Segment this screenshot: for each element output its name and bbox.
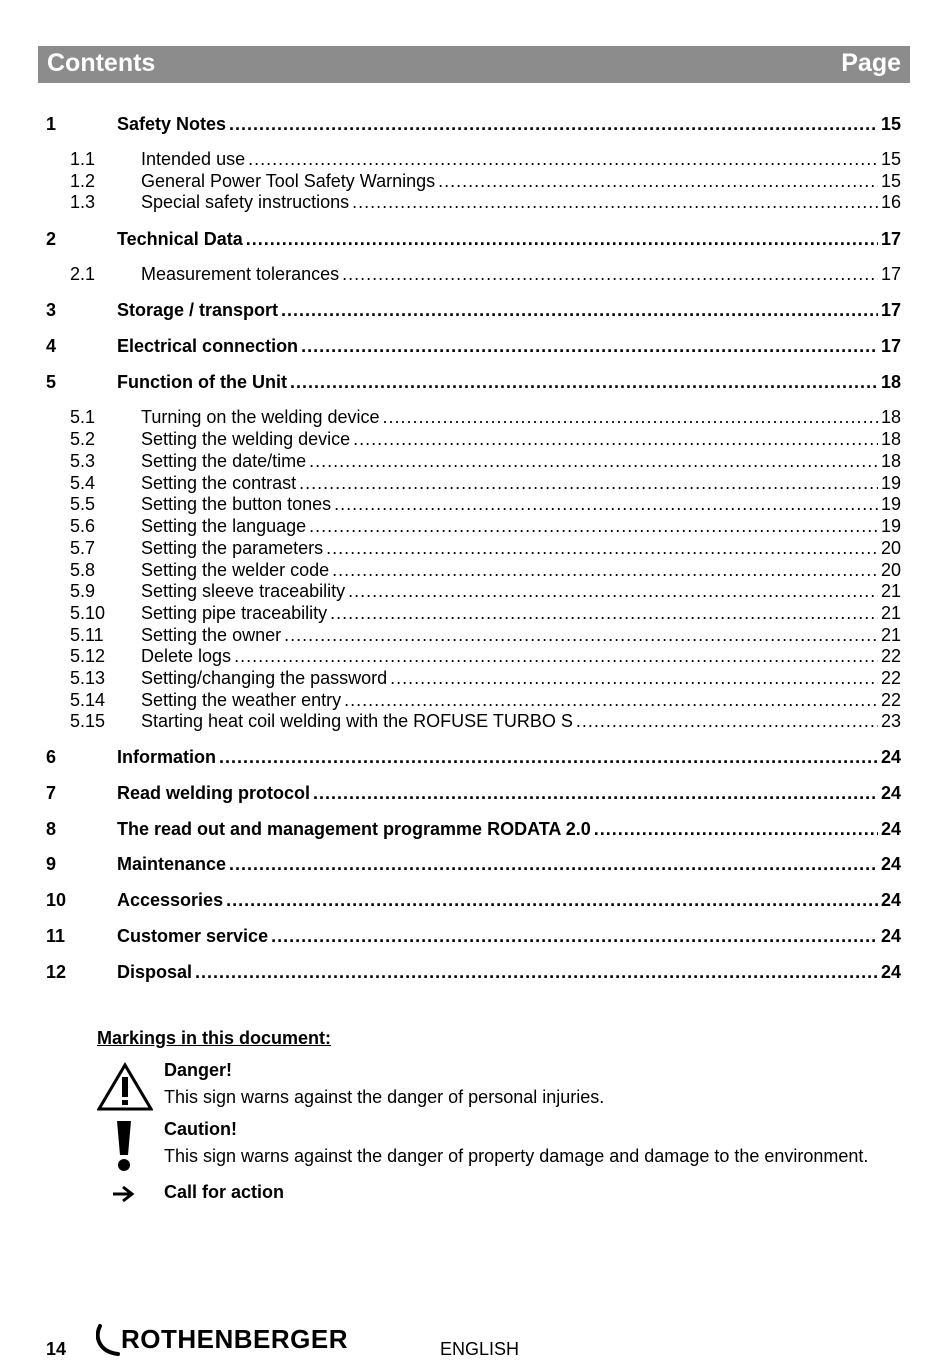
toc-entry-page: 24 [880,854,901,874]
toc-entry-page: 16 [880,192,901,212]
toc-entry-page: 22 [880,646,901,666]
toc-dot-leader [271,925,878,947]
toc-dot-leader [326,537,878,559]
footer-language: ENGLISH [440,1339,520,1359]
toc-entry-page: 18 [880,407,901,427]
toc-entry-number: 11 [46,926,66,946]
toc-entry [46,889,901,911]
toc-entry-line [117,228,901,250]
toc-entry [46,853,901,875]
toc-entry-number: 5.10 [70,603,106,623]
toc-entry-title: Setting the welder code [141,560,330,580]
toc-dot-leader [313,782,878,804]
toc-entry-title: Setting the owner [141,625,282,645]
toc-dot-leader [229,853,878,875]
toc-entry-line [117,889,901,911]
toc-entry-title: Setting the weather entry [141,690,342,710]
toc-entry-line [141,148,901,170]
toc-dot-leader [352,191,878,213]
toc-dot-leader [299,472,878,494]
toc-entry-title: Setting/changing the password [141,668,388,688]
toc-entry [46,406,901,428]
toc-dot-leader [219,746,878,768]
toc-entry-page: 23 [880,711,901,731]
toc-entry-number: 5.8 [70,560,96,580]
toc-entry-number: 5.11 [70,625,104,645]
warning-triangle-icon [97,1062,153,1117]
toc-entry [46,710,901,732]
toc-entry [46,228,901,250]
toc-entry-line [141,191,901,213]
toc-entry-line [117,299,901,321]
toc-entry-page: 17 [880,229,901,249]
toc-entry-line [117,335,901,357]
toc-entry-title: Maintenance [117,854,227,874]
toc-entry-title: Setting the welding device [141,429,351,449]
toc-entry [46,818,901,840]
toc-entry-title: Setting the button tones [141,494,332,514]
toc-dot-leader [234,645,878,667]
brand-name: ROTHENBERGER [121,1324,349,1354]
toc-entry-page: 15 [880,171,901,191]
toc-entry-page: 24 [880,962,901,982]
toc-entry-number: 5.2 [70,429,96,449]
contents-header-bar [38,46,910,83]
call-for-action-label: Call for action [164,1182,285,1202]
toc-entry [46,559,901,581]
toc-entry-page: 22 [880,690,901,710]
toc-entry-page: 21 [880,603,901,623]
toc-entry-title: Read welding protocol [117,783,311,803]
toc-entry-page: 18 [880,429,901,449]
toc-entry-number: 12 [46,962,67,982]
toc-entry-line [141,515,901,537]
toc-entry [46,428,901,450]
toc-entry [46,299,901,321]
toc-dot-leader [334,493,878,515]
toc-dot-leader [332,559,878,581]
toc-entry-number: 3 [46,300,57,320]
toc-entry-number: 1 [46,114,57,134]
toc-entry-number: 7 [46,783,57,803]
toc-entry-number: 4 [46,336,57,356]
toc-entry [46,371,901,393]
toc-entry-number: 5.13 [70,668,106,688]
toc-entry-number: 2 [46,229,57,249]
toc-entry-line [117,782,901,804]
toc-dot-leader [301,335,878,357]
toc-entry-number: 10 [46,890,67,910]
toc-entry-number: 5.9 [70,581,96,601]
toc-entry-page: 20 [880,538,901,558]
toc-entry-page: 24 [880,819,901,839]
toc-entry-number: 5.7 [70,538,96,558]
toc-entry-title: Setting the parameters [141,538,324,558]
danger-text: This sign warns against the danger of personal injuries. [164,1087,605,1107]
toc-entry-line [117,853,901,875]
toc-entry-page: 17 [880,336,901,356]
toc-entry-title: Electrical connection [117,336,299,356]
toc-entry-page: 21 [880,581,901,601]
toc-entry [46,580,901,602]
toc-dot-leader [290,371,878,393]
toc-entry-page: 20 [880,560,901,580]
toc-entry-title: Setting the language [141,516,307,536]
toc-entry-number: 5.4 [70,473,96,493]
toc-dot-leader [246,228,878,250]
toc-entry [46,191,901,213]
toc-dot-leader [344,689,878,711]
toc-entry-line [141,406,901,428]
toc-dot-leader [390,667,878,689]
toc-entry-page: 24 [880,747,901,767]
toc-entry-page: 19 [880,494,901,514]
toc-entry-line [141,170,901,192]
markings-heading: Markings in this document: [97,1028,332,1048]
toc-entry-number: 9 [46,854,57,874]
toc-dot-leader [309,515,878,537]
toc-entry-title: Storage / transport [117,300,279,320]
toc-entry-line [141,667,901,689]
toc-dot-leader [229,113,878,135]
toc-entry [46,493,901,515]
toc-entry [46,335,901,357]
toc-entry-title: Setting pipe traceability [141,603,328,623]
toc-entry-line [117,371,901,393]
page-column-label: Page [841,48,901,77]
toc-entry-page: 24 [880,890,901,910]
toc-dot-leader [576,710,878,732]
caution-text: This sign warns against the danger of property damage and damage to the environment. [164,1146,869,1166]
toc-entry [46,667,901,689]
toc-entry-number: 8 [46,819,57,839]
toc-entry [46,170,901,192]
toc-entry-page: 18 [880,372,901,392]
toc-entry-line [117,925,901,947]
toc-dot-leader [281,299,878,321]
toc-entry-title: Measurement tolerances [141,264,340,284]
toc-entry-title: Special safety instructions [141,192,350,212]
toc-entry [46,645,901,667]
toc-dot-leader [330,602,878,624]
toc-dot-leader [348,580,878,602]
toc-entry [46,782,901,804]
toc-entry-page: 22 [880,668,901,688]
toc-entry-number: 6 [46,747,57,767]
toc-dot-leader [248,148,878,170]
toc-entry-line [141,428,901,450]
toc-entry-page: 17 [880,300,901,320]
toc-entry-number: 1.1 [70,149,96,169]
toc-entry-line [141,580,901,602]
toc-entry-line [117,746,901,768]
caution-label: Caution! [164,1119,237,1139]
toc-entry [46,961,901,983]
toc-entry-title: Customer service [117,926,269,946]
toc-entry-title: Setting the contrast [141,473,297,493]
toc-entry-title: Technical Data [117,229,243,249]
toc-entry-number: 5.12 [70,646,106,666]
toc-entry-number: 5.6 [70,516,96,536]
toc-entry-number: 2.1 [70,264,96,284]
toc-entry-number: 5.14 [70,690,106,710]
toc-entry-title: Information [117,747,216,767]
toc-entry-line [141,263,901,285]
toc-entry-line [141,493,901,515]
toc-entry-page: 17 [880,264,901,284]
toc-dot-leader [284,624,878,646]
toc-entry-title: Turning on the welding device [141,407,380,427]
danger-label: Danger! [164,1060,233,1080]
toc-entry-title: Function of the Unit [117,372,287,392]
toc-dot-leader [594,818,878,840]
toc-entry-page: 19 [880,473,901,493]
toc-entry [46,113,901,135]
toc-entry-page: 19 [880,516,901,536]
contents-title: Contents [47,48,156,77]
toc-entry-line [141,602,901,624]
toc-entry-line [141,450,901,472]
toc-entry-line [141,624,901,646]
toc-dot-leader [438,170,878,192]
toc-entry-line [117,113,901,135]
toc-entry-page: 18 [880,451,901,471]
toc-dot-leader [309,450,878,472]
toc-entry-title: Accessories [117,890,224,910]
toc-entry [46,537,901,559]
toc-entry-title: Setting sleeve traceability [141,581,346,601]
toc-entry [46,472,901,494]
toc-entry-page: 24 [880,926,901,946]
toc-dot-leader [353,428,878,450]
toc-entry-number: 5.5 [70,494,96,514]
toc-entry-line [141,559,901,581]
footer-page-number: 14 [46,1339,67,1359]
toc-dot-leader [342,263,878,285]
toc-entry [46,263,901,285]
toc-entry-title: Safety Notes [117,114,227,134]
toc-entry [46,602,901,624]
toc-entry [46,689,901,711]
toc-entry-line [117,818,901,840]
toc-entry-line [141,537,901,559]
toc-entry-line [141,472,901,494]
toc-dot-leader [382,406,877,428]
toc-entry-title: Delete logs [141,646,232,666]
toc-entry-number: 5.1 [70,407,96,427]
exclamation-icon [114,1119,134,1178]
toc-entry-line [141,689,901,711]
toc-entry [46,148,901,170]
toc-entry-title: Setting the date/time [141,451,307,471]
toc-entry [46,515,901,537]
toc-entry-number: 5 [46,372,57,392]
toc-entry-title: Starting heat coil welding with the ROFUSE TURBO S [141,711,573,731]
toc-entry-title: Intended use [141,149,246,169]
toc-entry-number: 5.3 [70,451,96,471]
toc-entry-title: The read out and management programme RODATA 2.0 [117,819,591,839]
toc-entry-page: 24 [880,783,901,803]
toc-entry [46,450,901,472]
toc-entry-number: 1.3 [70,192,96,212]
toc-entry-number: 5.15 [70,711,106,731]
arrow-right-icon [111,1185,137,1208]
toc-entry-line [117,961,901,983]
toc-entry [46,746,901,768]
toc-entry-page: 15 [880,114,901,134]
toc-entry-page: 15 [880,149,901,169]
toc-entry-title: General Power Tool Safety Warnings [141,171,436,191]
toc-entry-line [141,710,901,732]
toc-dot-leader [195,961,878,983]
toc-entry-title: Disposal [117,962,193,982]
toc-entry [46,624,901,646]
toc-dot-leader [226,889,878,911]
toc-entry-page: 21 [880,625,901,645]
toc-entry [46,925,901,947]
toc-entry-line [141,645,901,667]
toc-entry-number: 1.2 [70,171,96,191]
